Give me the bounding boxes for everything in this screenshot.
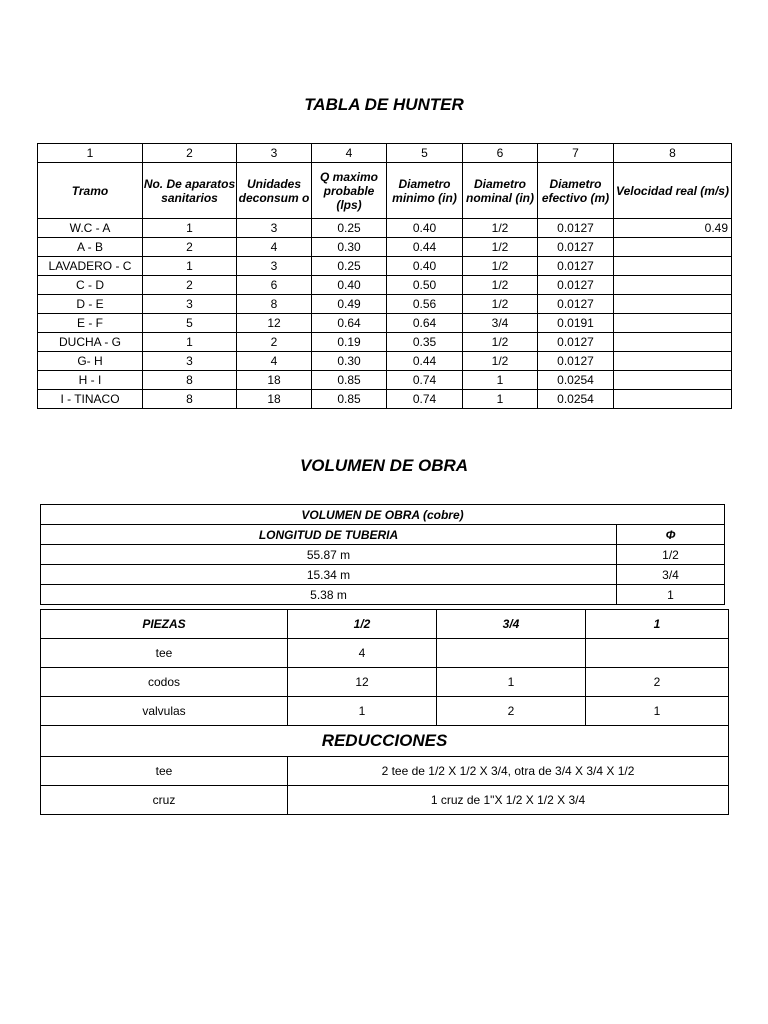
cell-q-maximo: 0.25 — [312, 219, 387, 238]
cell-velocidad-real — [614, 257, 732, 276]
longitud-header: LONGITUD DE TUBERIA — [41, 525, 617, 545]
piezas-header-three-quarter: 3/4 — [437, 610, 586, 639]
column-number: 8 — [614, 144, 732, 163]
cell-diametro-minimo: 0.56 — [387, 295, 463, 314]
column-number: 7 — [538, 144, 614, 163]
reduccion-pieza: tee — [41, 757, 288, 786]
cell-tramo: W.C - A — [38, 219, 143, 238]
cell-diametro-efectivo: 0.0127 — [538, 219, 614, 238]
table-row — [41, 639, 729, 668]
cell-unidades: 18 — [237, 371, 312, 390]
cell-tramo: D - E — [38, 295, 143, 314]
table-row — [41, 697, 729, 726]
reduccion-desc: 1 cruz de 1"X 1/2 X 1/2 X 3/4 — [288, 786, 729, 815]
table-row — [38, 333, 732, 352]
cell-unidades: 12 — [237, 314, 312, 333]
table-row — [38, 219, 732, 238]
cell-velocidad-real — [614, 295, 732, 314]
cell-velocidad-real — [614, 352, 732, 371]
piezas-header-half: 1/2 — [288, 610, 437, 639]
cell-diametro-minimo: 0.64 — [387, 314, 463, 333]
cell-diametro-minimo: 0.35 — [387, 333, 463, 352]
hunter-table-title: TABLA DE HUNTER — [304, 95, 464, 114]
phi-value: 1 — [617, 585, 725, 605]
longitud-value: 55.87 m — [41, 545, 617, 565]
pieza-count-one — [586, 639, 729, 668]
cell-velocidad-real — [614, 371, 732, 390]
table-row — [41, 565, 725, 585]
cell-diametro-nominal: 3/4 — [463, 314, 538, 333]
cell-diametro-efectivo: 0.0127 — [538, 295, 614, 314]
cell-q-maximo: 0.85 — [312, 390, 387, 409]
longitud-value: 15.34 m — [41, 565, 617, 585]
table-row — [41, 585, 725, 605]
cell-diametro-nominal: 1/2 — [463, 276, 538, 295]
pieza-count-half: 4 — [288, 639, 437, 668]
header-unidades: Unidades deconsum o — [237, 163, 312, 219]
cell-velocidad-real — [614, 238, 732, 257]
column-number: 4 — [312, 144, 387, 163]
cell-diametro-nominal: 1 — [463, 371, 538, 390]
piezas-header-one: 1 — [586, 610, 729, 639]
column-number: 3 — [237, 144, 312, 163]
cell-aparatos: 1 — [143, 257, 237, 276]
cell-aparatos: 3 — [143, 295, 237, 314]
volumen-longitud-table — [40, 504, 725, 605]
cell-unidades: 3 — [237, 257, 312, 276]
pieza-name: tee — [41, 639, 288, 668]
cell-velocidad-real — [614, 276, 732, 295]
cell-velocidad-real — [614, 314, 732, 333]
table-row — [41, 757, 729, 786]
header-velocidad-real: Velocidad real (m/s) — [614, 163, 732, 219]
cell-unidades: 4 — [237, 238, 312, 257]
cell-q-maximo: 0.19 — [312, 333, 387, 352]
cell-unidades: 2 — [237, 333, 312, 352]
cell-tramo: E - F — [38, 314, 143, 333]
cell-diametro-nominal: 1 — [463, 390, 538, 409]
cell-aparatos: 8 — [143, 390, 237, 409]
cell-q-maximo: 0.49 — [312, 295, 387, 314]
cell-diametro-nominal: 1/2 — [463, 219, 538, 238]
table-row — [41, 545, 725, 565]
cell-q-maximo: 0.40 — [312, 276, 387, 295]
pieza-count-one: 1 — [586, 697, 729, 726]
header-row — [38, 163, 732, 219]
cell-aparatos: 1 — [143, 333, 237, 352]
pieza-count-three-quarter: 2 — [437, 697, 586, 726]
pieza-count-one: 2 — [586, 668, 729, 697]
cell-q-maximo: 0.30 — [312, 352, 387, 371]
cell-diametro-minimo: 0.40 — [387, 257, 463, 276]
volumen-table-title: VOLUMEN DE OBRA (cobre) — [41, 505, 725, 525]
pieza-count-three-quarter — [437, 639, 586, 668]
header-diametro-nominal: Diametro nominal (in) — [463, 163, 538, 219]
table-row — [38, 352, 732, 371]
cell-tramo: H - I — [38, 371, 143, 390]
cell-diametro-efectivo: 0.0254 — [538, 371, 614, 390]
header-aparatos: No. De aparatos sanitarios — [143, 163, 237, 219]
cell-diametro-nominal: 1/2 — [463, 238, 538, 257]
cell-q-maximo: 0.85 — [312, 371, 387, 390]
table-row — [41, 786, 729, 815]
hunter-table — [37, 143, 732, 409]
cell-diametro-efectivo: 0.0191 — [538, 314, 614, 333]
table-row — [38, 390, 732, 409]
pieza-count-half: 12 — [288, 668, 437, 697]
pieza-count-half: 1 — [288, 697, 437, 726]
phi-value: 3/4 — [617, 565, 725, 585]
cell-unidades: 6 — [237, 276, 312, 295]
longitud-value: 5.38 m — [41, 585, 617, 605]
cell-diametro-minimo: 0.50 — [387, 276, 463, 295]
cell-unidades: 8 — [237, 295, 312, 314]
piezas-header: PIEZAS — [41, 610, 288, 639]
cell-diametro-nominal: 1/2 — [463, 257, 538, 276]
cell-diametro-efectivo: 0.0254 — [538, 390, 614, 409]
cell-tramo: G- H — [38, 352, 143, 371]
cell-diametro-minimo: 0.44 — [387, 352, 463, 371]
reduccion-desc: 2 tee de 1/2 X 1/2 X 3/4, otra de 3/4 X 3/4 X 1/2 — [288, 757, 729, 786]
reducciones-title: REDUCCIONES — [41, 726, 729, 757]
table-row — [38, 314, 732, 333]
cell-tramo: C - D — [38, 276, 143, 295]
cell-diametro-minimo: 0.74 — [387, 371, 463, 390]
cell-diametro-minimo: 0.44 — [387, 238, 463, 257]
header-tramo: Tramo — [38, 163, 143, 219]
cell-diametro-efectivo: 0.0127 — [538, 257, 614, 276]
cell-q-maximo: 0.25 — [312, 257, 387, 276]
cell-aparatos: 1 — [143, 219, 237, 238]
table-row — [38, 276, 732, 295]
column-number: 1 — [38, 144, 143, 163]
cell-velocidad-real: 0.49 — [614, 219, 732, 238]
cell-velocidad-real — [614, 390, 732, 409]
cell-tramo: I - TINACO — [38, 390, 143, 409]
cell-q-maximo: 0.64 — [312, 314, 387, 333]
cell-aparatos: 5 — [143, 314, 237, 333]
table-row — [38, 371, 732, 390]
cell-velocidad-real — [614, 333, 732, 352]
cell-q-maximo: 0.30 — [312, 238, 387, 257]
cell-diametro-minimo: 0.40 — [387, 219, 463, 238]
cell-diametro-efectivo: 0.0127 — [538, 352, 614, 371]
cell-diametro-nominal: 1/2 — [463, 352, 538, 371]
reduccion-pieza: cruz — [41, 786, 288, 815]
cell-aparatos: 2 — [143, 276, 237, 295]
cell-unidades: 18 — [237, 390, 312, 409]
table-row — [38, 238, 732, 257]
pieza-count-three-quarter: 1 — [437, 668, 586, 697]
cell-diametro-nominal: 1/2 — [463, 333, 538, 352]
cell-aparatos: 8 — [143, 371, 237, 390]
cell-unidades: 3 — [237, 219, 312, 238]
table-row — [38, 295, 732, 314]
cell-diametro-nominal: 1/2 — [463, 295, 538, 314]
cell-tramo: LAVADERO - C — [38, 257, 143, 276]
column-number: 2 — [143, 144, 237, 163]
column-number-row — [38, 144, 732, 163]
column-number: 5 — [387, 144, 463, 163]
table-row — [41, 668, 729, 697]
pieza-name: valvulas — [41, 697, 288, 726]
piezas-table — [40, 609, 729, 815]
pieza-name: codos — [41, 668, 288, 697]
header-diametro-efectivo: Diametro efectivo (m) — [538, 163, 614, 219]
volumen-title: VOLUMEN DE OBRA — [299, 456, 469, 475]
phi-value: 1/2 — [617, 545, 725, 565]
cell-unidades: 4 — [237, 352, 312, 371]
phi-header: Φ — [617, 525, 725, 545]
cell-aparatos: 3 — [143, 352, 237, 371]
cell-diametro-efectivo: 0.0127 — [538, 238, 614, 257]
cell-diametro-efectivo: 0.0127 — [538, 333, 614, 352]
column-number: 6 — [463, 144, 538, 163]
table-row — [38, 257, 732, 276]
header-diametro-minimo: Diametro minimo (in) — [387, 163, 463, 219]
header-q-maximo: Q maximo probable (lps) — [312, 163, 387, 219]
cell-diametro-efectivo: 0.0127 — [538, 276, 614, 295]
cell-diametro-minimo: 0.74 — [387, 390, 463, 409]
cell-tramo: A - B — [38, 238, 143, 257]
cell-aparatos: 2 — [143, 238, 237, 257]
cell-tramo: DUCHA - G — [38, 333, 143, 352]
